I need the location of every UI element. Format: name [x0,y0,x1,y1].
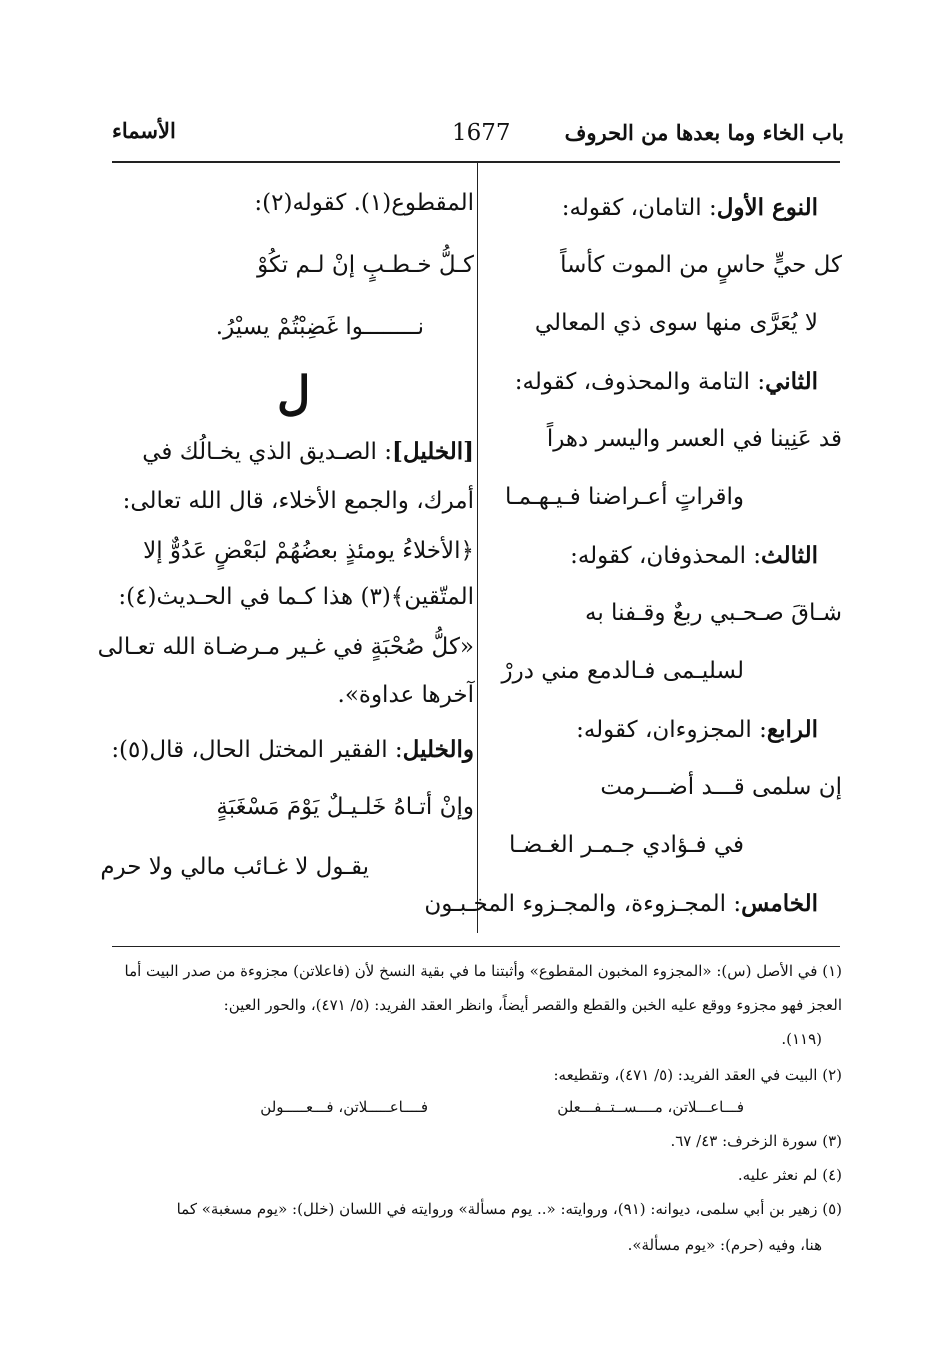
right-line-13: الخامس: المجـزوءة، والمجـزوء المخـبـون [424,890,818,917]
left-line-7: ﴿الأخلاءُ يومئذٍ بعضُهُمْ لبَعْضٍ عَدُوٌّ إلا [143,538,474,564]
left-line-10: آخرها عداوة». [337,682,474,708]
header-page-number: 1677 [452,120,511,146]
right-line-9: لسليـمى فـالدمع مني دررْ [501,658,744,684]
left-line-13: يقـول لا غـائب مالي ولا حرم [100,854,369,880]
footnote-5-line-2: هنا، وفيه (حرم): «يوم مسألة». [627,1236,822,1254]
left-line-11: والخليل: الفقير المختل الحال، قال(٥): [111,736,474,763]
footnote-2-scansion-right: فـــاعـــلاتن، مــــســتــفـــعلن [557,1098,744,1116]
right-line-11: إن سلمى قـــد أضـــرمت [600,774,842,800]
right-line-5: قد عَنِينا في العسر واليسر دهراً [546,426,842,452]
footnote-1-line-1: (١) في الأصل (س): «المجزوء المخبون المقطوع» وأثبتنا ما في بقية النسخ لأن (فاعلاتن) مجزوءة من صدر البيت أما [124,962,842,980]
footnote-1-line-2: العجز فهو مجزوء ووقع عليه الخبن والقطع والقصر أيضاً، وانظر العقد الفريد: (٥/ ٤٧١)، والحور العين: [223,996,842,1014]
left-line-3: نــــــــوا غَضِبْتُمْ يسيْرُ. [215,314,424,340]
left-line-5: [الخليل]: الصـديق الذي يخـالُك في [142,438,474,465]
footnote-1-line-3: (١١٩). [781,1030,822,1048]
right-line-7: الثالث: المحذوفان، كقوله: [570,542,818,569]
footnote-3: (٣) سورة الزخرف: ٤٣/ ٦٧. [670,1132,842,1150]
footnote-4: (٤) لم نعثر عليه. [737,1166,842,1184]
footnote-rule [112,946,840,947]
footnote-5-line-1: (٥) زهير بن أبي سلمى، ديوانه: (٩١)، وروايته: «.. يوم مسألة» وروايته في اللسان (خلل): «يوم مسغبة» كما [176,1200,842,1218]
left-line-12: وإنْ أتـاهُ خَلـيـلٌ يَوْمَ مَسْغَبَةٍ [216,794,474,820]
right-line-3: لا يُعَرَّى منها سوى ذي المعالي [534,310,818,336]
right-line-1: النوع الأول: التامان، كقوله: [561,194,818,221]
column-divider [477,163,478,933]
right-line-10: الرابع: المجزوءان، كقوله: [576,716,818,743]
footnote-2-line-1: (٢) البيت في العقد الفريد: (٥/ ٤٧١)، وتقطيعه: [553,1066,842,1084]
right-line-8: شـاقَ صـحـبي ربعٌ وقـفنا به [585,600,842,626]
left-line-8: المتّقين﴾(٣) هذا كـما في الحـديث(٤): [118,584,474,610]
right-line-12: في فـؤادي جـمـر الغـضـا [509,832,744,858]
left-line-2: كـلُّ خـطـبٍ إنْ لـم تكُوْ [257,252,474,278]
header-section-title: الأسماء [112,118,176,143]
right-line-6: واقراتٍ أعـراضنا فـيـهـمـا [504,484,744,510]
section-letter: ل [277,366,311,420]
left-line-1: المقطوع(١). كقوله(٢): [254,190,474,216]
left-line-6: أمرك، والجمع الأخلاء، قال الله تعالى: [122,488,474,514]
header-rule [112,161,840,163]
right-line-4: الثاني: التامة والمحذوف، كقوله: [514,368,818,395]
footnote-2-scansion-left: فــــاعـــــلاتن، فـــعـــــولن [260,1098,428,1116]
header-chapter-title: باب الخاء وما بعدها من الحروف [564,120,844,145]
left-line-9: «كلُّ صُحْبَةٍ في غـير مـرضـاة الله تعـالى [97,634,474,660]
right-line-2: كل حيٍّ حاسٍ من الموت كأساً [560,252,842,278]
